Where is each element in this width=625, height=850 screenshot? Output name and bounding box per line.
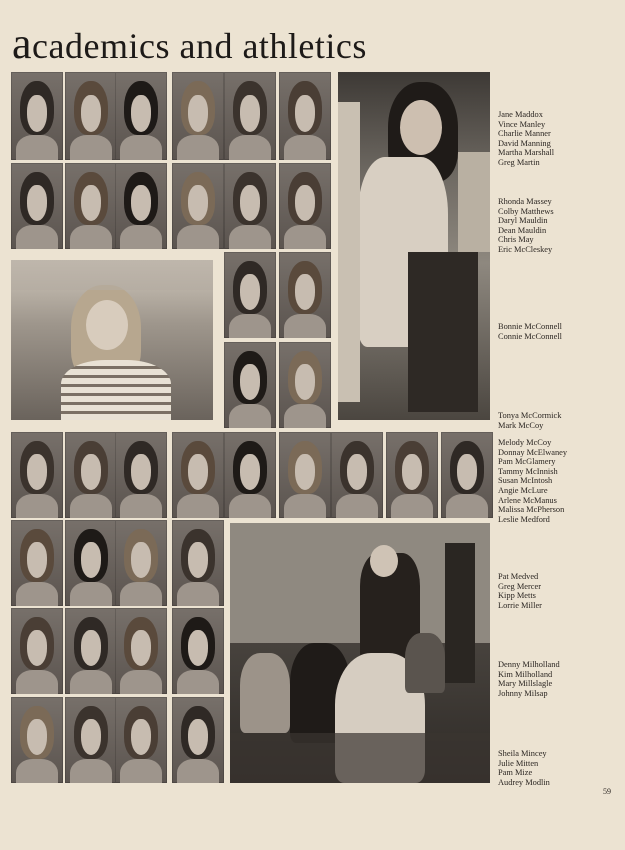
student-name: Rhonda Massey: [498, 197, 552, 206]
student-portrait: [65, 163, 117, 249]
student-name: Audrey Modlin: [498, 777, 550, 787]
student-name: David Manning: [498, 138, 551, 148]
candid-photo-couple-outdoors: [338, 72, 490, 420]
student-name: Denny Milholland: [498, 660, 560, 669]
student-name: Dean Mauldin: [498, 225, 547, 235]
student-portrait: [279, 252, 331, 338]
student-name: Leslie Medford: [498, 514, 550, 524]
student-portrait: [224, 252, 276, 338]
student-portrait: [172, 432, 224, 518]
student-name: Jane Maddox: [498, 110, 543, 119]
student-name: Connie McConnell: [498, 331, 562, 341]
name-list-group-3: [498, 322, 562, 341]
student-name: Colby Matthews: [498, 206, 554, 216]
student-name: Pat Medved: [498, 572, 539, 581]
student-portrait: [115, 72, 167, 160]
student-portrait: [65, 520, 117, 606]
student-name: Tammy McInnish: [498, 466, 558, 476]
student-portrait: [331, 432, 383, 518]
student-portrait: [11, 163, 63, 249]
student-portrait: [11, 608, 63, 694]
student-name: Susan McIntosh: [498, 476, 553, 486]
student-name: Angie McLure: [498, 485, 548, 495]
student-portrait: [441, 432, 493, 518]
name-list-group-8: [498, 749, 550, 787]
student-portrait: [11, 72, 63, 160]
student-name: Mary Millslagle: [498, 679, 553, 689]
student-name: Greg Martin: [498, 157, 540, 167]
student-portrait: [11, 520, 63, 606]
student-name: Kim Milholland: [498, 669, 553, 679]
student-name: Kipp Metts: [498, 591, 536, 601]
student-name: Johnny Milsap: [498, 688, 548, 698]
student-portrait: [172, 72, 224, 160]
student-name: Eric McCleskey: [498, 244, 553, 254]
student-name: Arlene McManus: [498, 495, 557, 505]
student-portrait: [224, 432, 276, 518]
student-portrait: [115, 608, 167, 694]
student-portrait: [65, 432, 117, 518]
student-portrait: [172, 163, 224, 249]
student-portrait: [224, 342, 276, 428]
student-portrait: [65, 697, 117, 783]
student-name: Lorrie Miller: [498, 600, 542, 610]
student-portrait: [65, 608, 117, 694]
student-portrait: [11, 432, 63, 518]
student-portrait: [172, 608, 224, 694]
student-portrait: [11, 697, 63, 783]
name-list-group-2: [498, 197, 554, 255]
name-list-group-6: [498, 572, 542, 610]
name-list-group-4: [498, 411, 561, 430]
student-portrait: [386, 432, 438, 518]
student-name: Mark McCoy: [498, 420, 544, 430]
page-number: 59: [603, 787, 611, 796]
name-list-group-5: [498, 438, 567, 524]
student-name: Martha Marshall: [498, 148, 555, 158]
student-name: Sheila Mincey: [498, 749, 547, 758]
name-list-group-7: [498, 660, 560, 698]
student-name: Julie Mitten: [498, 758, 539, 768]
student-portrait: [65, 72, 117, 160]
student-name: Greg Mercer: [498, 581, 542, 591]
student-portrait: [224, 72, 276, 160]
student-portrait: [279, 432, 331, 518]
student-portrait: [115, 520, 167, 606]
student-name: Pam McGlamery: [498, 457, 556, 467]
student-portrait: [279, 72, 331, 160]
student-portrait: [172, 697, 224, 783]
student-name: Charlie Manner: [498, 129, 551, 139]
student-portrait: [115, 163, 167, 249]
student-name: Malissa McPherson: [498, 505, 565, 515]
student-portrait: [172, 520, 224, 606]
student-name: Tonya McCormick: [498, 411, 562, 420]
page-title: academics and athletics: [12, 19, 367, 68]
name-list-group-1: [498, 110, 554, 168]
student-name: Pam Mize: [498, 768, 533, 778]
student-name: Melody McCoy: [498, 438, 552, 447]
student-portrait: [224, 163, 276, 249]
student-portrait: [115, 697, 167, 783]
student-name: Daryl Mauldin: [498, 216, 548, 226]
student-portrait: [279, 163, 331, 249]
candid-photo-classroom: [230, 523, 490, 783]
student-name: Donnay McElwaney: [498, 447, 568, 457]
student-portrait: [279, 342, 331, 428]
student-name: Chris May: [498, 235, 534, 245]
student-name: Bonnie McConnell: [498, 322, 562, 331]
student-portrait: [115, 432, 167, 518]
student-name: Vince Manley: [498, 119, 546, 129]
candid-photo-girl-eating: [11, 260, 213, 420]
